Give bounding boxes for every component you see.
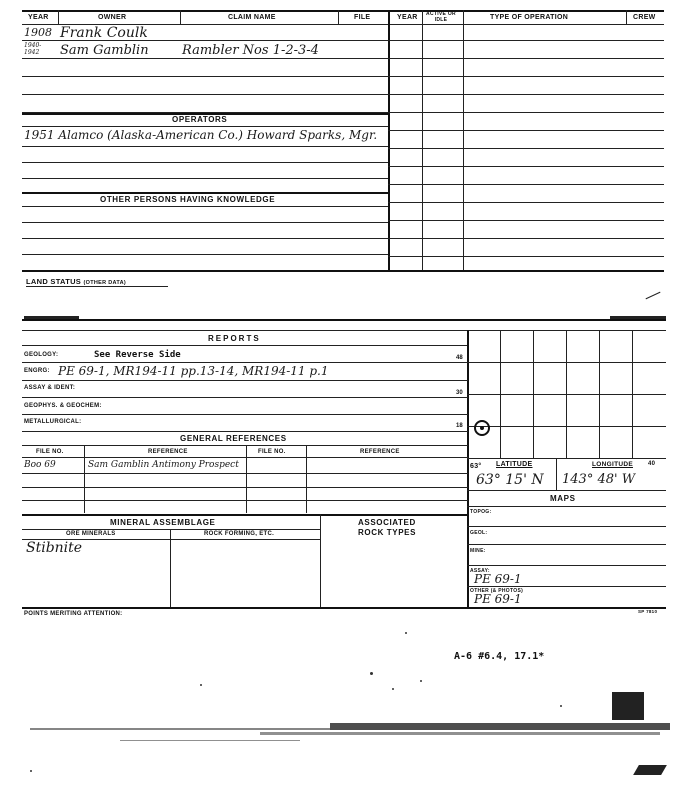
row-line: [22, 146, 388, 147]
scan-speck: [392, 688, 394, 690]
scan-speck: [560, 705, 562, 707]
location-stamp: A-6 #6.4, 17.1*: [454, 651, 545, 662]
col-active-idle: ACTIVE OR IDLE: [426, 11, 456, 23]
grid-hrule: [467, 426, 666, 427]
latitude-value: 63° 15' N: [476, 472, 544, 488]
owner-row-1-name: Frank Coulk: [60, 25, 148, 41]
row-line: [22, 58, 388, 59]
vrule: [58, 10, 59, 24]
land-status-title: LAND STATUS: [26, 277, 82, 286]
row-line: [22, 473, 468, 474]
scan-speck: [420, 680, 422, 682]
row-line: [22, 362, 468, 363]
row-line: [388, 256, 664, 257]
col-claim-name: CLAIM NAME: [228, 14, 276, 21]
row-line: [467, 565, 666, 566]
latlon-vrule: [556, 458, 557, 490]
row-line: [22, 238, 388, 239]
grid-hrule: [467, 458, 666, 459]
owner-row-2-year: 1940- 1942: [24, 42, 42, 56]
row-line: [388, 184, 664, 185]
row-line: [388, 148, 664, 149]
bottom-rule: [22, 607, 666, 609]
maps-topog: TOPOG:: [470, 509, 492, 515]
maps-other-value: PE 69-1: [474, 592, 522, 606]
land-mark: [646, 292, 661, 300]
row-line: [388, 166, 664, 167]
owner-row-2-claim: Rambler Nos 1-2-3-4: [182, 43, 319, 58]
col-owner: OWNER: [98, 14, 127, 21]
row-line: [22, 397, 468, 398]
latitude-label: LATITUDE: [496, 461, 533, 468]
vrule: [180, 10, 181, 24]
scan-speck: [30, 770, 32, 772]
scan-band: [30, 728, 330, 730]
mineral-vrule-2: [170, 529, 171, 608]
longitude-value: 143° 48' W: [562, 472, 636, 487]
maps-other: OTHER (& PHOTOS): [470, 588, 524, 594]
row-line: [467, 506, 666, 507]
row-line: [22, 414, 468, 415]
reports-heading: REPORTS: [208, 334, 261, 343]
row-line: [388, 40, 664, 41]
scan-corner: [633, 765, 667, 775]
scan-band: [120, 740, 300, 741]
scan-block: [612, 692, 644, 720]
form-number: SP 7810: [638, 609, 658, 614]
assay-ident-label: ASSAY & IDENT:: [24, 385, 76, 391]
top-border: [22, 10, 664, 12]
ref-row-1-reference: Sam Gamblin Antimony Prospect: [88, 460, 239, 470]
col-type-of-operation: TYPE OF OPERATION: [490, 14, 569, 21]
ref-col-file-no: FILE NO.: [36, 449, 64, 455]
vrule-main: [388, 10, 390, 270]
row-line: [388, 130, 664, 131]
land-status-rule: [22, 270, 664, 272]
ref-col-reference-2: REFERENCE: [360, 449, 400, 455]
maps-mine: MINE:: [470, 548, 486, 554]
location-circle-dot: [480, 426, 484, 430]
operator-row-1: 1951 Alamco (Alaska-American Co.) Howard Sparks, Mgr.: [24, 128, 378, 142]
engrg-label: ENGRG:: [24, 368, 50, 374]
maps-heading: MAPS: [550, 494, 576, 503]
other-persons-heading: OTHER PERSONS HAVING KNOWLEDGE: [100, 195, 276, 204]
associated-label: ASSOCIATED: [358, 518, 416, 527]
maps-rule: [467, 490, 666, 491]
reports-vrule: [467, 330, 469, 608]
col-year: YEAR: [28, 14, 49, 21]
ref-col-file-no-2: FILE NO.: [258, 449, 286, 455]
longitude-label: LONGITUDE: [592, 461, 633, 468]
row-line: [467, 526, 666, 527]
maps-assay-value: PE 69-1: [474, 572, 522, 586]
ref-vrule: [306, 445, 307, 513]
row-line: [388, 238, 664, 239]
rock-types-label: ROCK TYPES: [358, 528, 417, 537]
vrule: [422, 10, 423, 270]
owner-row-1-year: 1908: [24, 26, 52, 39]
ref-col-reference: REFERENCE: [148, 449, 188, 455]
row-line: [22, 500, 468, 501]
mineral-rule: [22, 514, 468, 516]
points-meriting-attention: POINTS MERITING ATTENTION:: [24, 611, 123, 617]
row-line: [22, 94, 388, 95]
lat-prefix: 63°: [470, 463, 482, 470]
land-status-sub: (OTHER DATA): [83, 280, 126, 286]
row-line: [22, 162, 388, 163]
row-line: [22, 76, 388, 77]
grid-number-48: 48: [456, 355, 463, 361]
metallurgical-label: METALLURGICAL:: [24, 419, 82, 425]
vrule: [338, 10, 339, 24]
mineral-assemblage-heading: MINERAL ASSEMBLAGE: [110, 518, 216, 527]
ore-minerals-value: Stibnite: [26, 540, 83, 556]
row-line: [22, 222, 388, 223]
scan-speck: [200, 684, 202, 686]
vrule: [626, 10, 627, 24]
scan-band: [330, 723, 670, 730]
row-line: [22, 178, 388, 179]
row-line: [388, 94, 664, 95]
col-file: FILE: [354, 14, 371, 21]
row-line: [22, 345, 468, 346]
row-line: [388, 112, 664, 113]
vrule: [463, 10, 464, 270]
row-line: [22, 254, 388, 255]
col-year-2: YEAR: [397, 14, 418, 21]
ref-row-1-file-no: Boo 69: [24, 460, 56, 470]
grid-number-30: 30: [456, 390, 463, 396]
grid-hrule: [467, 362, 666, 363]
row-line: [388, 220, 664, 221]
engrg-value: PE 69-1, MR194-11 pp.13-14, MR194-11 p.1: [58, 364, 329, 378]
col-crew: CREW: [633, 14, 656, 21]
row-line: [22, 206, 388, 207]
geology-label: GEOLOGY:: [24, 352, 59, 358]
geology-value: See Reverse Side: [94, 350, 181, 360]
row-line: [467, 586, 666, 587]
other-persons-rule: [22, 192, 388, 194]
mineral-vrule: [320, 514, 321, 608]
row-line: [22, 487, 468, 488]
reports-rule-2: [22, 330, 666, 331]
owner-row-2-name: Sam Gamblin: [60, 43, 149, 58]
row-line: [388, 58, 664, 59]
reports-top-rule: [22, 319, 666, 321]
row-line: [388, 76, 664, 77]
general-references-heading: GENERAL REFERENCES: [180, 434, 287, 443]
ref-vrule: [246, 445, 247, 513]
row-line: [22, 529, 320, 530]
row-line: [22, 445, 468, 446]
land-status-label: [26, 277, 126, 286]
grid-hrule: [467, 394, 666, 395]
row-line: [22, 380, 468, 381]
grid-number-18: 18: [456, 423, 463, 429]
geophys-label: GEOPHYS. & GEOCHEM:: [24, 403, 102, 409]
row-line: [22, 126, 388, 127]
row-line: [22, 431, 468, 432]
scan-speck: [370, 672, 373, 675]
land-status-underline: [26, 286, 168, 287]
rock-forming-label: ROCK FORMING, ETC.: [204, 531, 275, 537]
scan-speck: [405, 632, 407, 634]
row-line: [467, 544, 666, 545]
lon-suffix: 40: [648, 461, 656, 467]
ref-vrule: [84, 445, 85, 513]
maps-assay: ASSAY:: [470, 568, 490, 574]
maps-geol: GEOL:: [470, 530, 488, 536]
row-line: [388, 202, 664, 203]
ore-minerals-label: ORE MINERALS: [66, 531, 116, 537]
operators-heading: OPERATORS: [172, 115, 228, 124]
row-line: [22, 457, 468, 458]
scan-band: [260, 732, 660, 735]
